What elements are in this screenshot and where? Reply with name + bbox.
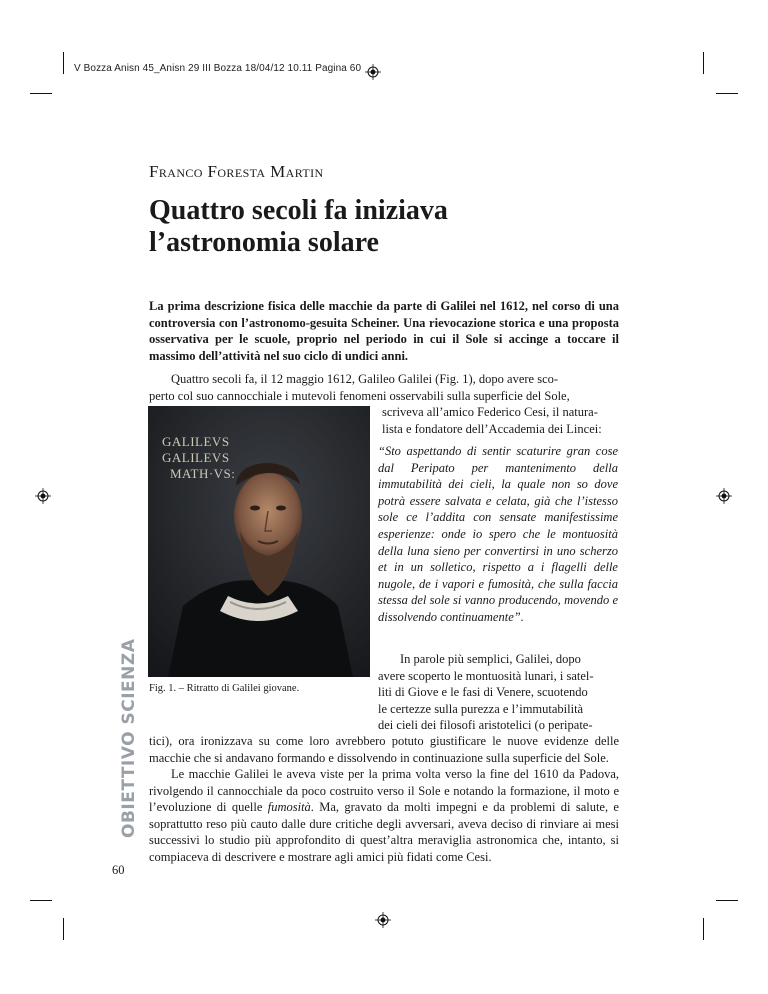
body-continuation: [149, 733, 619, 865]
paragraph-2-continuation: tici), ora ironizzava su come loro avrebbero potuto giustificare le nuove evidenze delle macchie che si andavano formando e dissolvendo in continuazione sulla superficie del Sole.: [149, 734, 619, 765]
paragraph-2-narrow: [378, 651, 618, 734]
registration-mark-icon: [365, 64, 381, 80]
section-label: OBIETTIVO SCIENZA: [119, 638, 139, 838]
abstract: La prima descrizione fisica delle macchie da parte di Galilei nel 1612, nel corso di una controversia con l’astronomo-gesuita Scheiner. Una rievocazione storica e una proposta osservativa per le scuole, proprio nel periodo in cui il Sole si accinge a toccare il massimo dell’attività nel suo ciclo di undici anni.: [149, 299, 619, 363]
article-title: [149, 195, 589, 259]
crop-mark: [30, 93, 52, 94]
text-line: dei cieli dei filosofi aristotelici (o peripate-: [378, 718, 593, 732]
paragraph-3-italic: fumosità: [267, 800, 311, 814]
section-sidebar: [118, 638, 139, 845]
author-name: Franco Foresta Martin: [149, 162, 324, 181]
crop-mark: [703, 918, 704, 940]
inscription-line: GALILEVS: [162, 450, 230, 465]
registration-mark-icon: [35, 488, 51, 504]
registration-mark-icon: [375, 912, 391, 928]
inscription-line: MATH·VS:: [170, 466, 236, 481]
registration-mark-icon: [716, 488, 732, 504]
paragraph-3: [149, 766, 619, 865]
figure-caption: Fig. 1. – Ritratto di Galilei giovane.: [149, 683, 300, 694]
inscription-line: GALILEVS: [162, 434, 230, 449]
print-slug: V Bozza Anisn 45_Anisn 29 III Bozza 18/04/12 10.11 Pagina 60: [74, 63, 362, 74]
text-line: avere scoperto le montuosità lunari, i satel-: [378, 668, 594, 683]
title-line: Quattro secoli fa iniziava: [149, 195, 448, 226]
crop-mark: [716, 93, 738, 94]
intro-line: perto col suo cannocchiale i mutevoli fenomeni osservabili sulla superficie del Sole,: [149, 388, 570, 403]
text-line: le certezze sulla purezza e l’immutabilità: [378, 701, 584, 716]
paragraph-3-text: . Ma, gravato da molti impegni e da problemi di salute, e soprattutto reso più cauto dalle dure critiche degli avversari, aveva deciso di rinviare ai mesi successivi lo studio più approfondito di quest’altra meraviglia astronomica che, intanto, si compiaceva di descrivere e mostrare agli amici più fidati come Cesi.: [149, 800, 619, 864]
text-line: In parole più semplici, Galilei, dopo: [400, 652, 581, 666]
crop-mark: [716, 900, 738, 901]
intro-line: scriveva all’amico Federico Cesi, il natura-: [382, 405, 598, 419]
crop-mark: [703, 52, 704, 74]
page-number: 60: [112, 863, 125, 877]
portrait-inscription: [162, 434, 235, 482]
text-line: liti di Giove e le fasi di Venere, scuotendo: [378, 685, 588, 699]
galilei-quote: “Sto aspettando di sentir scaturire gran cose dal Peripato per mantenimento della immutabilità dei cieli, la quale non so dove potrà essere salvata e celata, già che l’istesso sole ce l’addita con sensate manifestissime esperienze: onde io spero che le montuosità della luna sieno per convertirsi in uno scherzo et in un solletico, rispetto a i flagelli delle nugole, de i vapori e fumosità, che sulla faccia stessa del sole si vanno producendo, movendo e dissolvendo continuamente”.: [378, 444, 618, 624]
galilei-portrait: [148, 406, 370, 677]
crop-mark: [63, 918, 64, 940]
intro-line: lista e fondatore dell’Accademia dei Lincei:: [382, 421, 602, 436]
intro-line: Quattro secoli fa, il 12 maggio 1612, Galileo Galilei (Fig. 1), dopo avere sco-: [171, 372, 559, 386]
crop-mark: [30, 900, 52, 901]
crop-mark: [63, 52, 64, 74]
title-line: l’astronomia solare: [149, 227, 379, 258]
paragraph-3-text: Le macchie Galilei le aveva viste per la prima volta verso la fine del 1610 da Padova, rivolgendo il cannocchiale da poco costruito verso il Sole e notando la formazione, il moto e l’evoluzione di quelle: [149, 767, 619, 814]
